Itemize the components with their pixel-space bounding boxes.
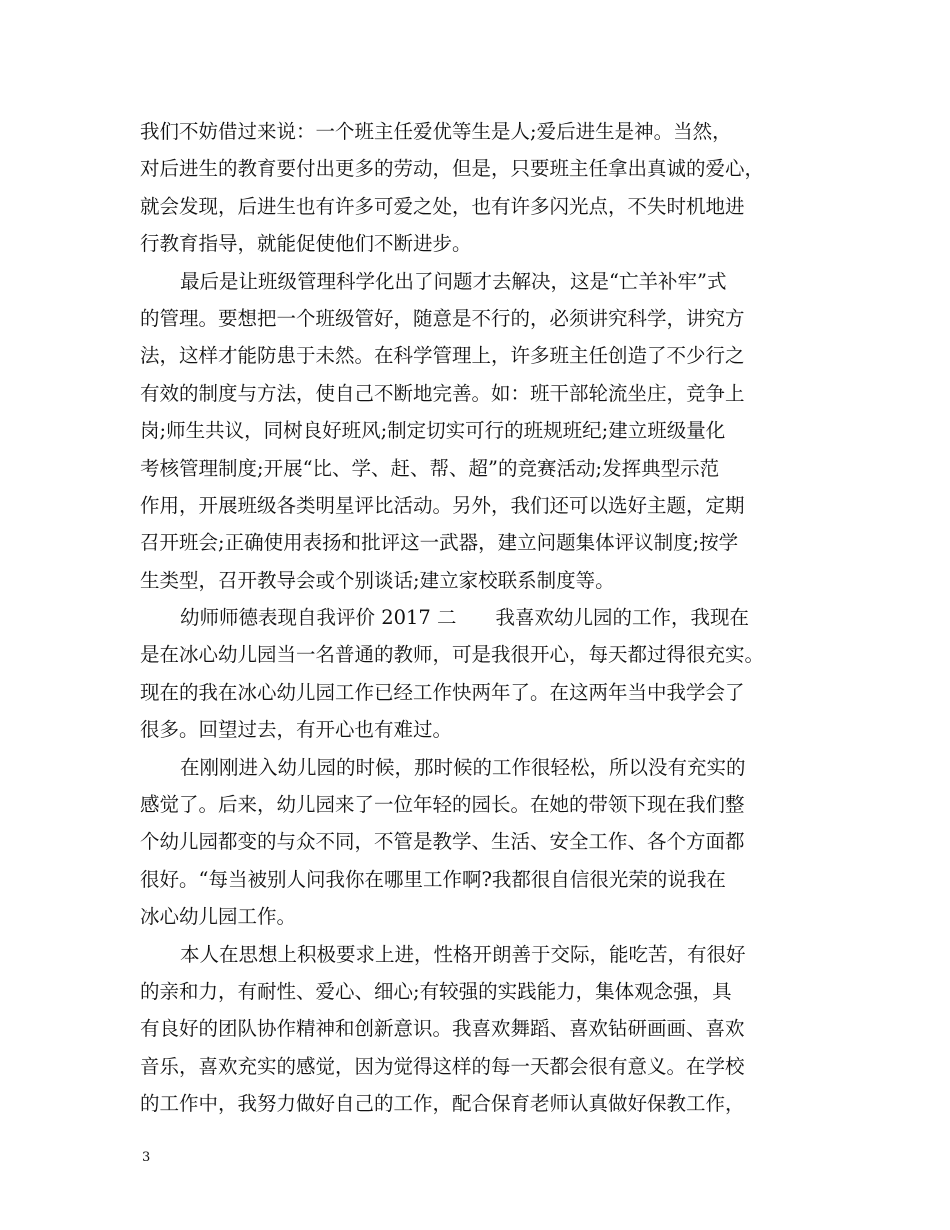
text-line: 本人在思想上积极要求上进，性格开朗善于交际，能吃苦，有很好 [180,942,746,966]
text-line: 法，这样才能防患于未然。在科学管理上，许多班主任创造了不少行之 [140,344,745,368]
text-line: 很多。回望过去，有开心也有难过。 [140,718,453,742]
text-line: 现在的我在冰心幼儿园工作已经工作快两年了。在这两年当中我学会了 [140,680,745,704]
text-line: 感觉了。后来，幼儿园来了一位年轻的园长。在她的带领下现在我们整 [140,793,745,817]
text-line: 的亲和力，有耐性、爱心、细心;有较强的实践能力，集体观念强，具 [140,979,732,1003]
text-line: 有效的制度与方法，使自己不断地完善。如：班干部轮流坐庄，竞争上 [140,381,745,405]
text-line: 幼师师德表现自我评价 2017 二 我喜欢幼儿园的工作，我现在 [180,606,750,630]
text-line: 就会发现，后进生也有许多可爱之处，也有许多闪光点，不失时机地进 [140,194,745,218]
text-line: 冰心幼儿园工作。 [140,905,297,929]
text-line: 考核管理制度;开展“比、学、赶、帮、超”的竞赛活动;发挥典型示范 [140,456,720,480]
text-line: 很好。“每当被别人问我你在哪里工作啊?我都很自信很光荣的说我在 [140,867,726,891]
text-line: 音乐，喜欢充实的感觉，因为觉得这样的每一天都会很有意义。在学校 [140,1054,745,1078]
text-line: 在刚刚进入幼儿园的时候，那时候的工作很轻松，所以没有充实的 [180,755,746,779]
text-line: 是在冰心幼儿园当一名普通的教师，可是我很开心，每天都过得很充实。 [140,643,765,667]
text-line: 的工作中，我努力做好自己的工作，配合保育老师认真做好保教工作， [140,1092,745,1116]
text-line: 的管理。要想把一个班级管好，随意是不行的，必须讲究科学，讲究方 [140,306,745,330]
text-line: 对后进生的教育要付出更多的劳动，但是，只要班主任拿出真诚的爱心， [140,157,765,181]
text-line: 召开班会;正确使用表扬和批评这一武器，建立问题集体评议制度;按学 [140,531,739,555]
page-number: 3 [142,1150,151,1165]
body-text [140,113,820,1123]
text-line: 个幼儿园都变的与众不同，不管是教学、生活、安全工作、各个方面都 [140,830,745,854]
text-line: 生类型，召开教导会或个别谈话;建立家校联系制度等。 [140,568,615,592]
text-line: 作用，开展班级各类明星评比活动。另外，我们还可以选好主题，定期 [140,493,745,517]
text-line: 有良好的团队协作精神和创新意识。我喜欢舞蹈、喜欢钻研画画、喜欢 [140,1017,745,1041]
text-line: 我们不妨借过来说：一个班主任爱优等生是人;爱后进生是神。当然， [140,120,732,143]
text-line: 岗;师生共议，同树良好班风;制定切实可行的班规班纪;建立班级量化 [140,419,726,443]
text-line: 最后是让班级管理科学化出了问题才去解决，这是“亡羊补牢”式 [180,269,727,293]
text-line: 行教育指导，就能促使他们不断进步。 [140,232,472,256]
